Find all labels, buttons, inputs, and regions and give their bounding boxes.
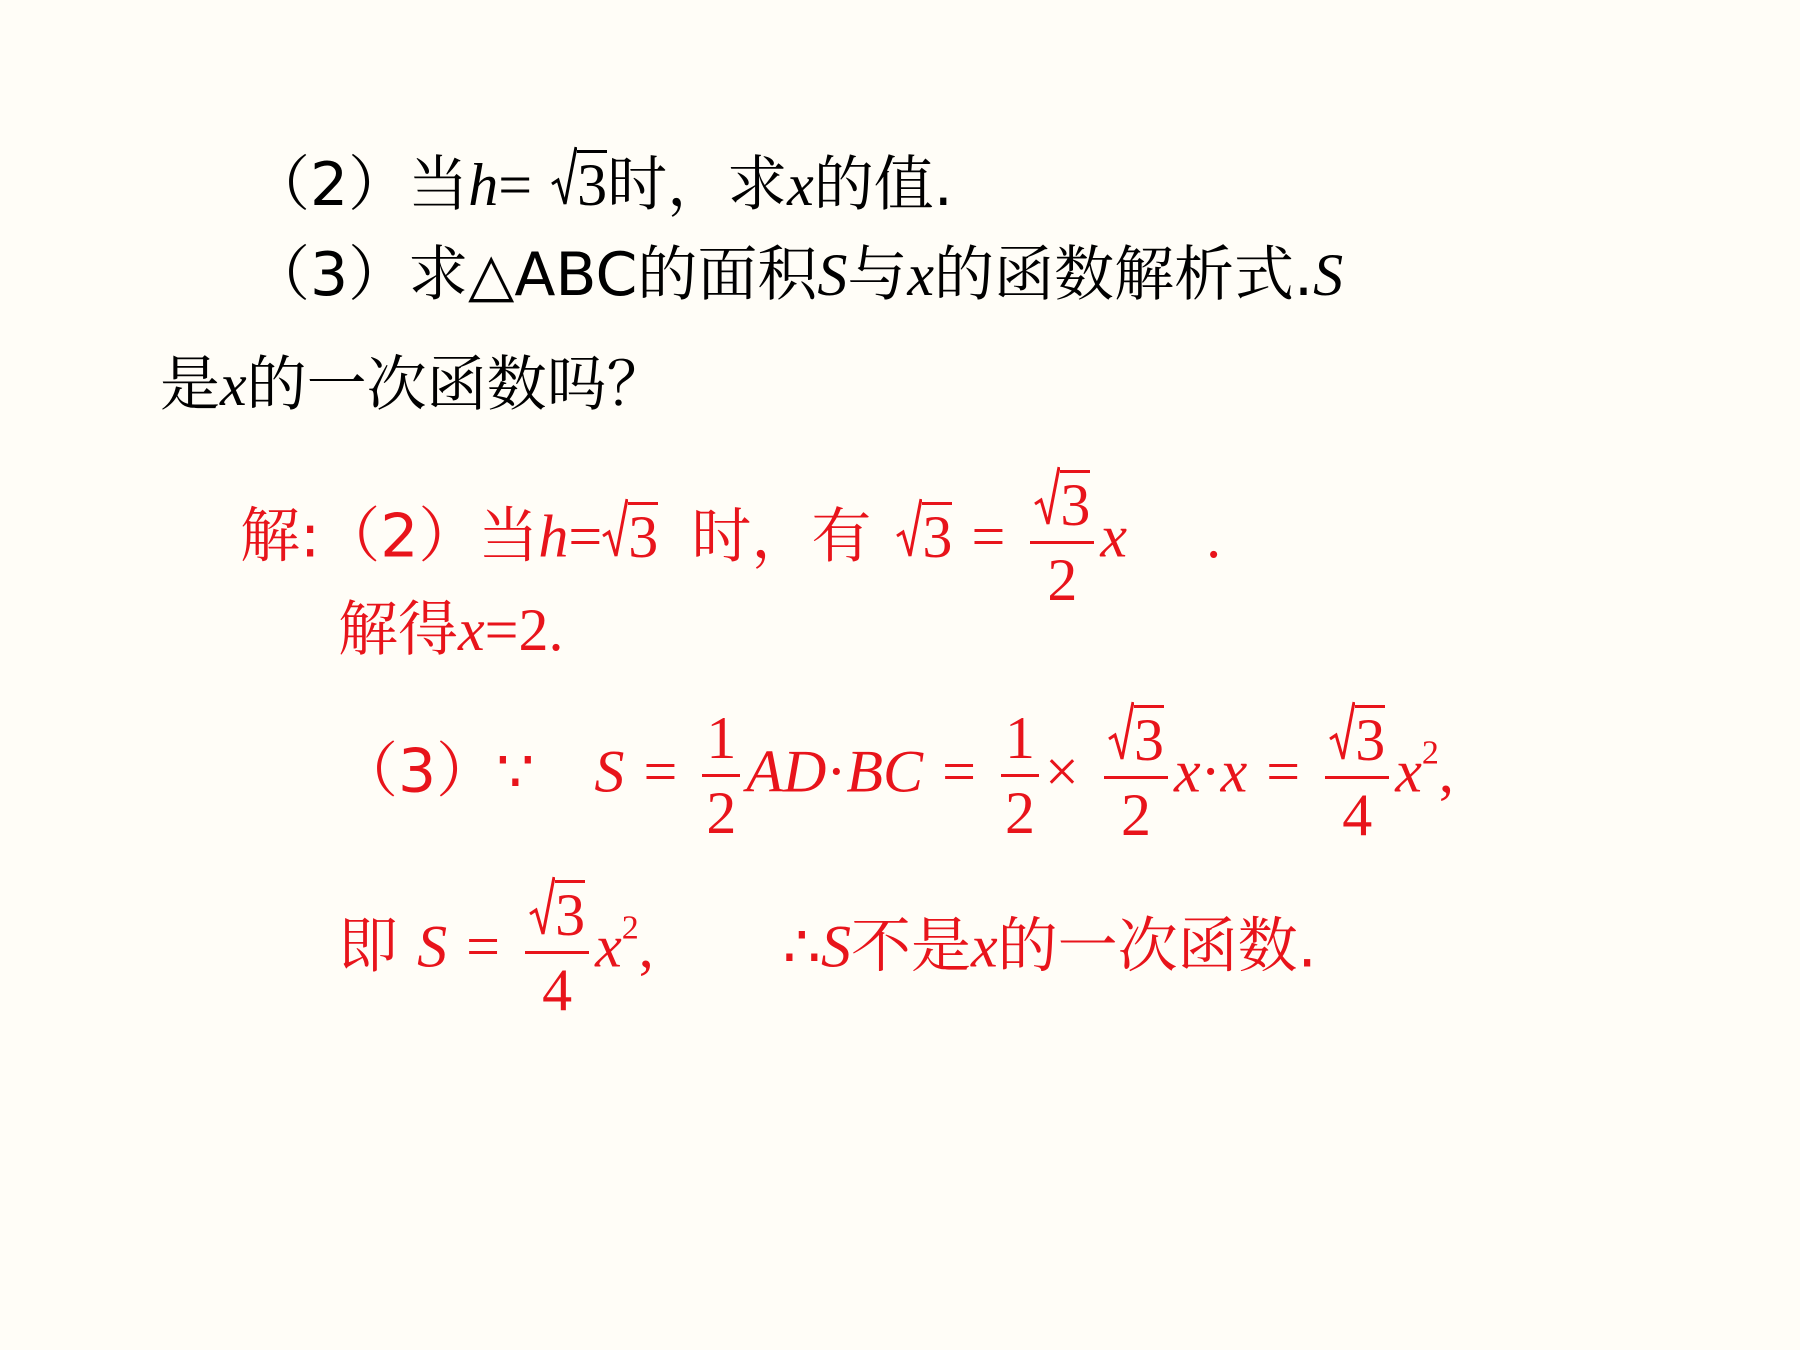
radical-sign-icon bbox=[529, 874, 555, 938]
question-3-line2 bbox=[160, 350, 667, 420]
equals: = bbox=[568, 503, 603, 570]
var-x: x bbox=[1220, 738, 1248, 805]
var-x: x bbox=[970, 913, 998, 980]
sol3-prefix: （3） bbox=[338, 736, 497, 807]
radical-sign-icon bbox=[1108, 699, 1134, 763]
ji: 即 bbox=[338, 911, 398, 982]
sol2-mid: 时，有 bbox=[691, 501, 872, 572]
fraction-sqrt3-over-2: $\frac{3}{2}$ bbox=[1104, 705, 1168, 845]
var-x: x bbox=[458, 597, 485, 663]
solution-2-result bbox=[338, 595, 564, 665]
equals: = bbox=[971, 503, 1006, 570]
var-h: h bbox=[468, 152, 499, 218]
q2-suffix2: 的值. bbox=[813, 150, 953, 220]
q3-line2-a: 是 bbox=[160, 350, 220, 420]
solution-2 bbox=[240, 470, 1222, 613]
sqrt-3 bbox=[551, 150, 608, 218]
exponent: 2 bbox=[1421, 734, 1439, 772]
var-S: S bbox=[417, 913, 448, 980]
solution-label: 解: bbox=[240, 501, 321, 572]
comma: , bbox=[638, 913, 654, 980]
conclusion-text2: 的一次函数. bbox=[997, 911, 1317, 982]
denominator: 2 bbox=[1047, 547, 1078, 613]
conclusion-text1: 不是 bbox=[850, 911, 971, 982]
fraction-sqrt3-over-4: $\frac{3}{4}$ bbox=[1325, 705, 1389, 845]
var-S: S bbox=[817, 242, 848, 308]
var-x: x bbox=[220, 352, 247, 418]
radical-sign-icon bbox=[602, 496, 628, 560]
radical-sign-icon bbox=[1329, 699, 1355, 763]
radicand: 3 bbox=[628, 503, 659, 570]
therefore-symbol: ∴ bbox=[782, 913, 821, 980]
radical-sign-icon bbox=[551, 144, 577, 208]
q3-mid1: 与 bbox=[847, 240, 908, 310]
equals: = bbox=[643, 738, 678, 805]
segment-BC: BC bbox=[846, 738, 924, 805]
fraction-1-over-2: $\frac{1}{2}$ bbox=[1001, 708, 1039, 843]
var-x: x bbox=[907, 242, 935, 308]
sqrt-3 bbox=[1034, 470, 1091, 538]
cdot: · bbox=[826, 738, 847, 805]
sol2b-a: 解得 bbox=[338, 595, 458, 665]
var-x: x bbox=[1100, 503, 1128, 570]
var-h: h bbox=[538, 503, 569, 570]
radical-sign-icon bbox=[896, 496, 922, 560]
var-x: x bbox=[787, 152, 814, 218]
question-2 bbox=[250, 150, 953, 220]
var-x: x bbox=[1173, 738, 1201, 805]
question-3-line1 bbox=[250, 240, 1344, 310]
comma: , bbox=[1438, 738, 1454, 805]
times: × bbox=[1045, 738, 1079, 805]
fraction-sqrt3-over-2 bbox=[1030, 470, 1094, 613]
solution-3-conclusion bbox=[338, 880, 1317, 1023]
radicand: 3 bbox=[922, 503, 953, 570]
var-S: S bbox=[1313, 242, 1344, 308]
fraction-1-over-2: $\frac{1}{2}$ bbox=[702, 708, 740, 843]
radical-sign-icon bbox=[1034, 464, 1060, 528]
sqrt-3 bbox=[896, 502, 953, 570]
var-S: S bbox=[820, 913, 851, 980]
sol2-prefix: （2）当 bbox=[320, 501, 539, 572]
var-x: x bbox=[595, 913, 622, 980]
segment-AD: AD bbox=[746, 738, 827, 805]
equals: = bbox=[466, 913, 500, 980]
period: . bbox=[1206, 503, 1222, 570]
equals: = bbox=[498, 152, 533, 218]
equals: = bbox=[1266, 738, 1301, 805]
var-x: x bbox=[1395, 738, 1422, 805]
equals: = bbox=[942, 738, 976, 805]
exponent: 2 bbox=[621, 909, 639, 947]
q2-prefix: （2）当 bbox=[250, 150, 469, 220]
q3-mid2: 的函数解析式. bbox=[934, 240, 1314, 310]
radicand: 3 bbox=[577, 152, 608, 218]
q2-suffix1: 时，求 bbox=[607, 150, 788, 220]
solution-3 bbox=[338, 704, 1454, 848]
q3-line2-b: 的一次函数吗？ bbox=[246, 350, 667, 420]
sol2b-b: =2. bbox=[484, 597, 564, 663]
fraction-sqrt3-over-4: $\frac{3}{4}$ bbox=[525, 880, 589, 1020]
because-symbol: ∵ bbox=[496, 738, 535, 805]
cdot: · bbox=[1200, 738, 1221, 805]
radicand: 3 bbox=[1060, 472, 1091, 538]
sqrt-3 bbox=[602, 502, 659, 570]
q3-prefix: （3）求△ABC的面积 bbox=[250, 240, 818, 310]
var-S: S bbox=[594, 738, 625, 805]
